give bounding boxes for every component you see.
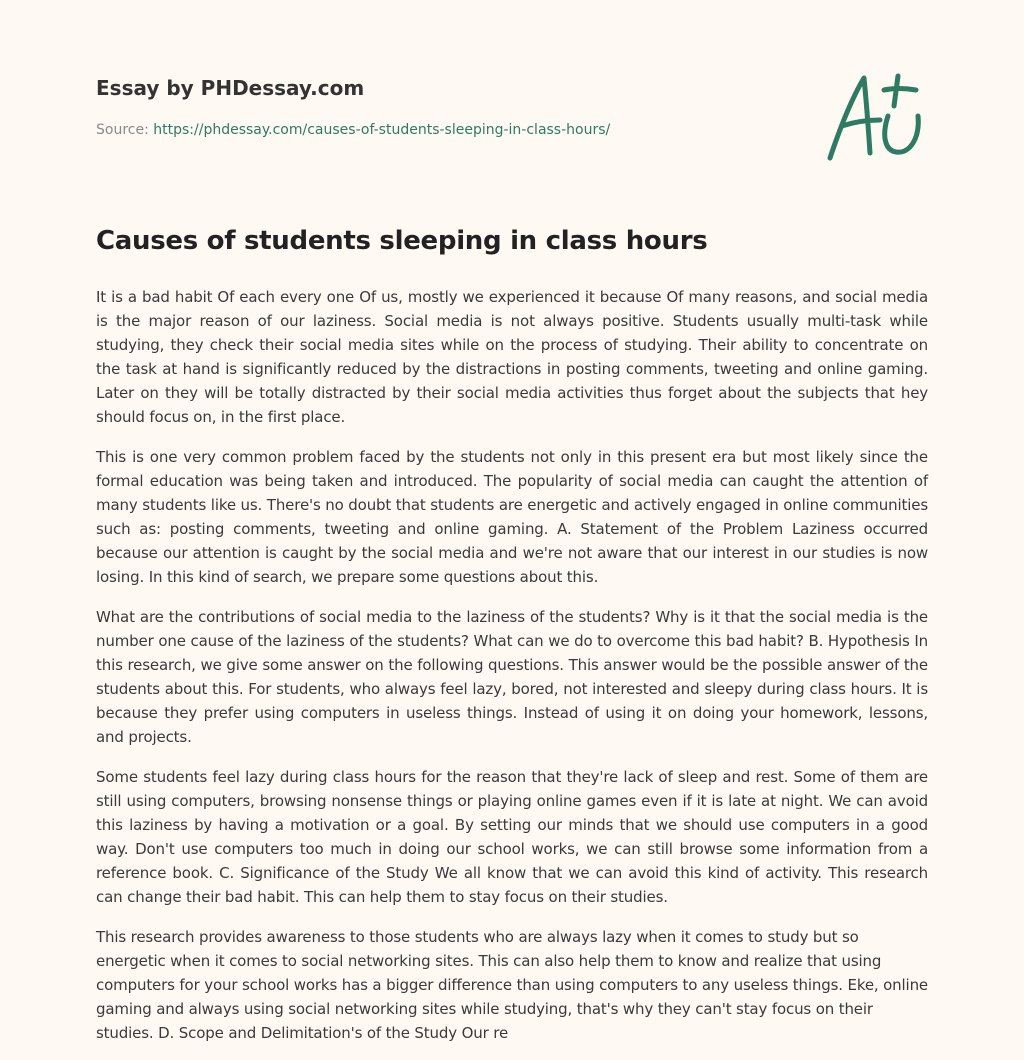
essay-paragraph: What are the contributions of social media to the laziness of the students? Why is it that the social media is the number one cause of the laziness of the students? What can we do to overcome this bad habit? B. Hypothesis In this research, we give some answer on the following questions. This answer would be the possible answer of the students about this. For students, who always feel lazy, bored, not interested and sleepy during class hours. It is because they prefer using computers in useless things. Instead of using it on doing your homework, lessons, and projects.: [96, 608, 928, 746]
source-label: Source:: [96, 122, 149, 138]
source-link[interactable]: https://phdessay.com/causes-of-students-sleeping-in-class-hours/: [153, 122, 611, 138]
a-plus-logo-icon: [820, 68, 930, 166]
source-line: [96, 122, 796, 138]
essay-paragraph: This research provides awareness to those students who are always lazy when it comes to study but so energetic when it comes to social networking sites. This can also help them to know and realize that using computers for your school works has a bigger difference than using computers to any useless things. Eke, online gaming and always using social networking sites while studying, that's why they can't stay focus on their studies. D. Scope and Delimitation's of the Study Our re: [96, 928, 929, 1042]
site-title: Essay by PHDessay.com: [96, 76, 365, 100]
essay-paragraph: This is one very common problem faced by the students not only in this present era but most likely since the formal education was being taken and introduced. The popularity of social media can caught the attention of many students like us. There's no doubt that students are energetic and actively engaged in online communities such as: posting comments, tweeting and online gaming. A. Statement of the Problem Laziness occurred because our attention is caught by the social media and we're not aware that our interest in our studies is now losing. In this kind of search, we prepare some questions about this.: [96, 448, 928, 586]
essay-body: [96, 285, 928, 1060]
header: [96, 76, 796, 138]
essay-title: Causes of students sleeping in class hours: [96, 226, 708, 256]
essay-paragraph: Some students feel lazy during class hours for the reason that they're lack of sleep and rest. Some of them are still using computers, browsing nonsense things or playing online games even if it is late at night. We can avoid this laziness by having a motivation or a goal. By setting our minds that we should use computers in a good way. Don't use computers too much in doing our school works, we can still browse some information from a reference book. C. Significance of the Study We all know that we can avoid this kind of activity. This research can change their bad habit. This can help them to stay focus on their studies.: [96, 768, 928, 906]
essay-paragraph: It is a bad habit Of each every one Of us, mostly we experienced it because Of many reasons, and social media is the major reason of our laziness. Social media is not always positive. Students usually multi-task while studying, they check their social media sites while on the process of studying. Their ability to concentrate on the task at hand is significantly reduced by the distractions in posting comments, tweeting and online gaming. Later on they will be totally distracted by their social media activities thus forget about the subjects that hey should focus on, in the first place.: [96, 288, 928, 426]
